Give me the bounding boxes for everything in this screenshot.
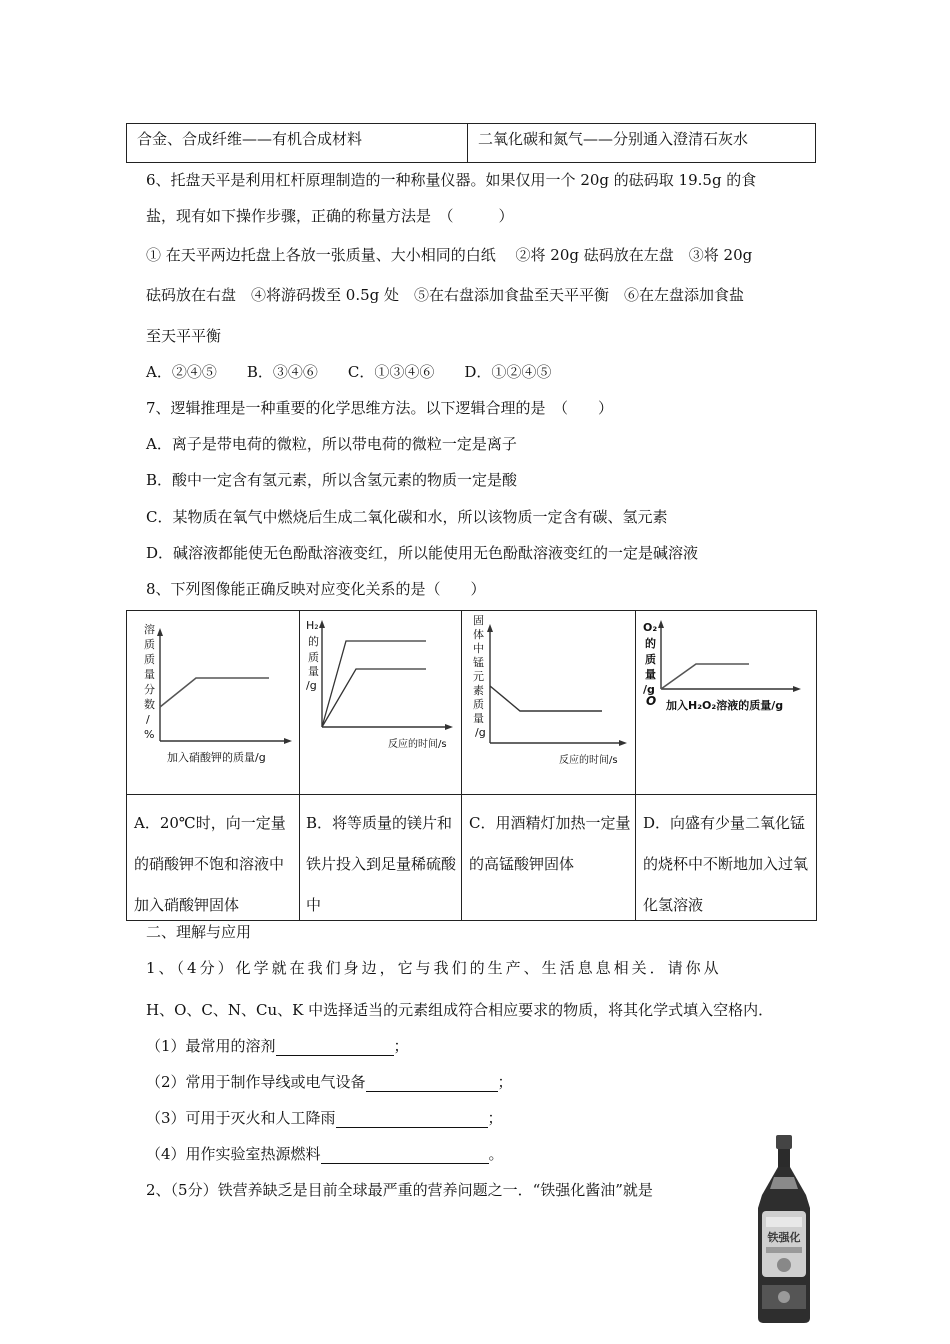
period: 。 [488, 1145, 504, 1163]
q7-option-a: A．离子是带电荷的微粒，所以带电荷的微粒一定是离子 [146, 435, 517, 453]
graph-a-y-arrow [157, 628, 163, 636]
q6-line5: 至天平平衡 [146, 327, 222, 345]
s2-q1-item2 [146, 1072, 513, 1092]
s2-q1-item1-label: （1）最常用的溶剂 [146, 1037, 276, 1055]
answer-blank-2[interactable] [366, 1075, 498, 1092]
svg-text:质: 质 [308, 651, 319, 664]
top-table-left-cell: 合金、合成纤维——有机合成材料 [137, 130, 363, 148]
q6-line3: ① 在天平两边托盘上各放一张质量、大小相同的白纸 ②将 20g 砝码放在左盘 ③将 20g [146, 246, 753, 264]
table-divider [127, 794, 816, 795]
answer-blank-3[interactable] [336, 1111, 488, 1128]
graph-c-curve [490, 686, 602, 711]
caption-a: A．20℃时，向一定量的硝酸钾不饱和溶液中加入硝酸钾固体 [134, 814, 286, 914]
svg-text:锰: 锰 [473, 656, 484, 669]
svg-text:中: 中 [473, 642, 484, 655]
caption-d: D．向盛有少量二氧化锰的烧杯中不断地加入过氧化氢溶液 [643, 814, 809, 914]
s2-q1-item4 [146, 1144, 504, 1164]
graph-c-xlabel: 反应的时间/s [559, 755, 618, 766]
graph-b-ylabel [306, 619, 319, 692]
caption-c: C．用酒精灯加热一定量的高锰酸钾固体 [469, 814, 631, 873]
svg-text:的: 的 [645, 637, 656, 650]
bottle-cap [776, 1135, 792, 1149]
answer-blank-4[interactable] [321, 1147, 489, 1164]
s2-q1-item4-label: （4）用作实验室热源燃料 [146, 1145, 321, 1163]
svg-text:质: 质 [144, 653, 155, 666]
graph-a [127, 611, 299, 794]
graph-b-y-arrow [319, 620, 325, 628]
soy-sauce-bottle-image [752, 1133, 816, 1325]
s2-q2-line1: 2、（5分）铁营养缺乏是目前全球最严重的营养问题之一．“铁强化酱油”就是 [146, 1181, 653, 1199]
section2-title: 二、理解与应用 [146, 923, 252, 941]
q6-options: A．②④⑤ B．③④⑥ C．①③④⑥ D．①②④⑤ [146, 363, 552, 381]
graph-a-curve [160, 678, 269, 707]
svg-text:量: 量 [473, 712, 484, 725]
svg-text:/: / [146, 713, 150, 726]
bottle-label-text: 铁强化 [767, 1231, 801, 1244]
graph-d-ylabel [643, 621, 657, 696]
q7-stem: 7、逻辑推理是一种重要的化学思维方法。以下逻辑合理的是 （ ） [146, 399, 614, 417]
answer-blank-1[interactable] [276, 1039, 394, 1056]
graph-b-curve-iron [322, 669, 426, 727]
svg-text:量: 量 [144, 668, 155, 681]
q6-line2: 盐，现有如下操作步骤，正确的称量方法是 （ ） [146, 207, 514, 225]
svg-text:质: 质 [473, 698, 484, 711]
s2-q1-item3 [146, 1108, 503, 1128]
q7-option-b: B．酸中一定含有氢元素，所以含氢元素的物质一定是酸 [146, 471, 518, 489]
caption-b: B．将等质量的镁片和铁片投入到足量稀硫酸中 [306, 814, 457, 914]
svg-text:数: 数 [144, 698, 155, 711]
graph-b-x-arrow [445, 724, 453, 730]
svg-text:/g: /g [306, 679, 317, 692]
semicolon: ； [393, 1037, 409, 1055]
q6-line1: 6、托盘天平是利用杠杆原理制造的一种称量仪器。如果仅用一个 20g 的砝码取 19.5g 的食 [146, 171, 757, 189]
s2-q1-line1: 1、（4分）化学就在我们身边，它与我们的生产、生活息息相关．请你从 [146, 959, 722, 977]
svg-text:O₂: O₂ [643, 621, 658, 634]
bottle-neck [778, 1149, 790, 1167]
semicolon: ； [487, 1109, 503, 1127]
svg-text:溶: 溶 [144, 623, 155, 636]
graph-c-ylabel [473, 614, 486, 739]
top-table-right-cell: 二氧化碳和氮气——分别通入澄清石灰水 [478, 130, 749, 148]
q7-option-d: D．碱溶液都能使无色酚酞溶液变红，所以能使用无色酚酞溶液变红的一定是碱溶液 [146, 544, 699, 562]
graph-a-x-arrow [284, 738, 292, 744]
bottle-shoulder-label [770, 1177, 798, 1189]
graph-d-xlabel: 加入H₂O₂溶液的质量/g [666, 699, 784, 712]
svg-text:H₂: H₂ [306, 619, 319, 632]
graph-d-x-arrow [793, 686, 801, 692]
svg-text:分: 分 [144, 683, 155, 696]
svg-text:/g: /g [475, 726, 486, 739]
top-table-row [126, 123, 816, 163]
graph-d-y-arrow [658, 620, 664, 628]
svg-text:/g: /g [643, 683, 655, 696]
q6-line4: 砝码放在右盘 ④将游码拨至 0.5g 处 ⑤在右盘添加食盐至天平平衡 ⑥在左盘添加食盐 [146, 286, 744, 304]
graph-c-x-arrow [619, 740, 627, 746]
svg-text:体: 体 [473, 628, 484, 641]
svg-text:的: 的 [308, 635, 319, 648]
semicolon: ； [497, 1073, 513, 1091]
svg-text:素: 素 [473, 684, 484, 697]
graph-b [300, 611, 461, 794]
graph-b-curve-magnesium [322, 641, 426, 727]
svg-text:元: 元 [473, 670, 484, 683]
q8-graph-table [126, 610, 817, 921]
graph-c-y-arrow [487, 624, 493, 632]
graph-a-ylabel [144, 622, 155, 741]
graph-b-xlabel: 反应的时间/s [388, 739, 447, 750]
graph-a-xlabel: 加入硝酸钾的质量/g [167, 751, 266, 764]
graph-d [636, 611, 816, 794]
svg-text:量: 量 [308, 665, 319, 678]
s2-q1-item2-label: （2）常用于制作导线或电气设备 [146, 1073, 366, 1091]
svg-text:质: 质 [144, 638, 155, 651]
s2-q1-line2: H、O、C、N、Cu、K 中选择适当的元素组成符合相应要求的物质，将其化学式填入空格内． [146, 1001, 774, 1019]
svg-text:%: % [144, 728, 155, 741]
svg-text:固: 固 [473, 614, 484, 627]
graph-d-curve [661, 664, 749, 689]
q8-stem: 8、下列图像能正确反映对应变化关系的是（ ） [146, 580, 486, 598]
s2-q1-item3-label: （3）可用于灭火和人工降雨 [146, 1109, 336, 1127]
graph-d-origin: O [646, 694, 657, 708]
s2-q1-item1 [146, 1036, 409, 1056]
q7-option-c: C．某物质在氧气中燃烧后生成二氧化碳和水，所以该物质一定含有碳、氢元素 [146, 508, 668, 526]
graph-c [462, 611, 635, 794]
svg-text:量: 量 [645, 668, 656, 681]
svg-text:质: 质 [645, 653, 656, 666]
